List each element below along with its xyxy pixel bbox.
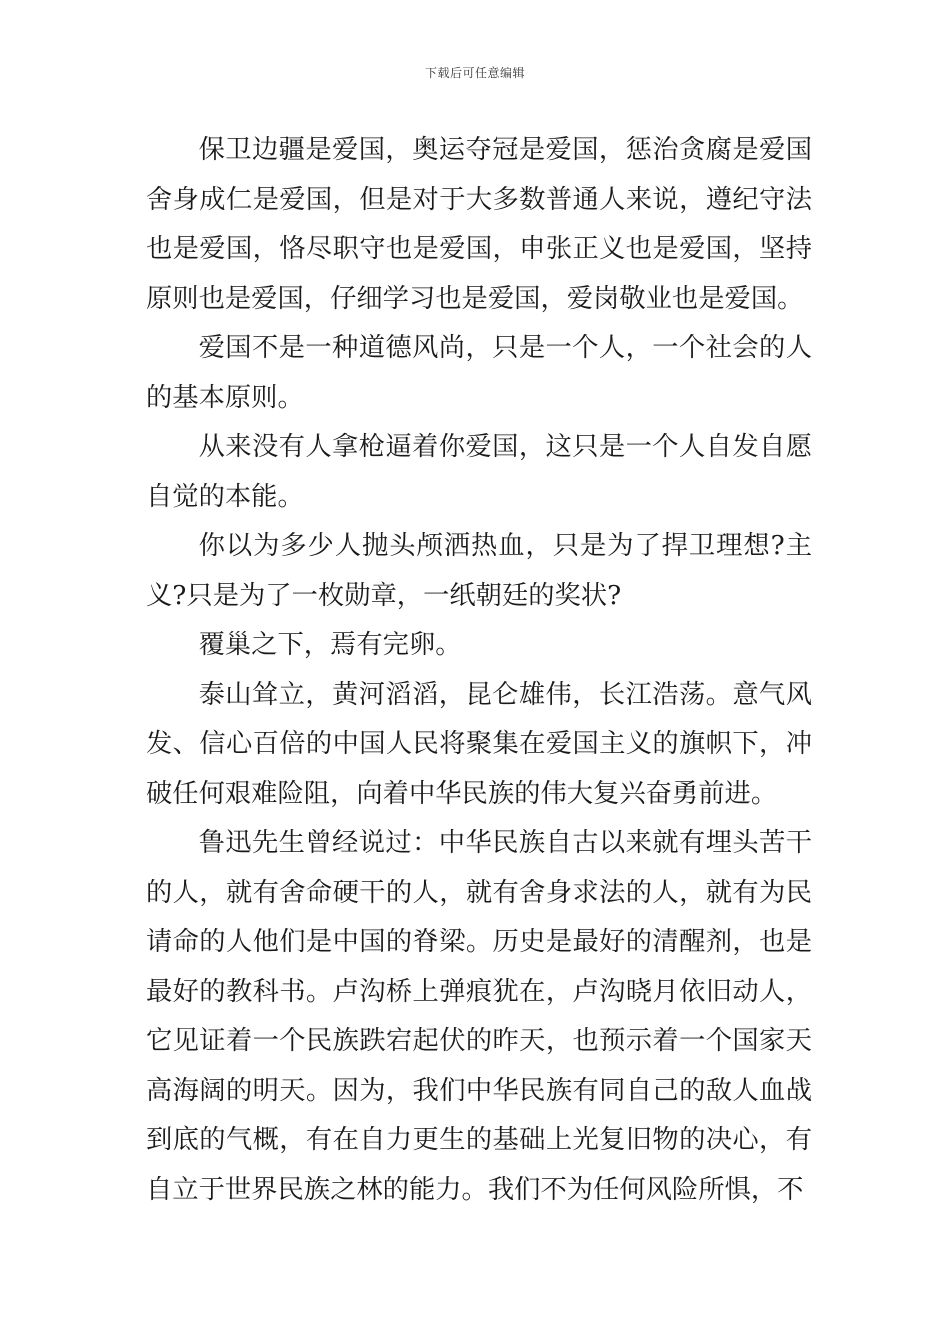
document-body (146, 126, 812, 1215)
paragraph: 从来没有人拿枪逼着你爱国，这只是一个人自发自愿自觉的本能。 (146, 432, 812, 512)
paragraph: 爱国不是一种道德风尚，只是一个人，一个社会的人的基本原则。 (146, 333, 812, 413)
paragraph: 你以为多少人抛头颅洒热血，只是为了捍卫理想?主义?只是为了一枚勋章，一纸朝廷的奖状? (146, 531, 812, 611)
paragraph: 鲁迅先生曾经说过：中华民族自古以来就有埋头苦干的人，就有舍命硬干的人，就有舍身求法的人，就有为民请命的人他们是中国的脊梁。历史是最好的清醒剂，也是最好的教科书。卢沟桥上弹痕犹在，卢沟晓月依旧动人，它见证着一个民族跌宕起伏的昨天，也预示着一个国家天高海阔的明天。因为，我们中华民族有同自己的敌人血战到底的气概，有在自力更生的基础上光复旧物的决心，有自立于世界民族之林的能力。我们不为任何风险所惧，不 (146, 828, 812, 1205)
paragraph: 覆巢之下，焉有完卵。 (198, 630, 462, 660)
page-header: 下载后可任意编辑 (424, 66, 525, 80)
paragraph: 泰山耸立，黄河滔滔，昆仑雄伟，长江浩荡。意气风发、信心百倍的中国人民将聚集在爱国主义的旗帜下，冲破任何艰难险阻，向着中华民族的伟大复兴奋勇前进。 (146, 679, 812, 809)
paragraph: 保卫边疆是爱国，奥运夺冠是爱国，惩治贪腐是爱国舍身成仁是爱国，但是对于大多数普通人来说，遵纪守法也是爱国，恪尽职守也是爱国，申张正义也是爱国，坚持原则也是爱国，仔细学习也是爱国，爱岗敬业也是爱国。 (146, 135, 812, 314)
